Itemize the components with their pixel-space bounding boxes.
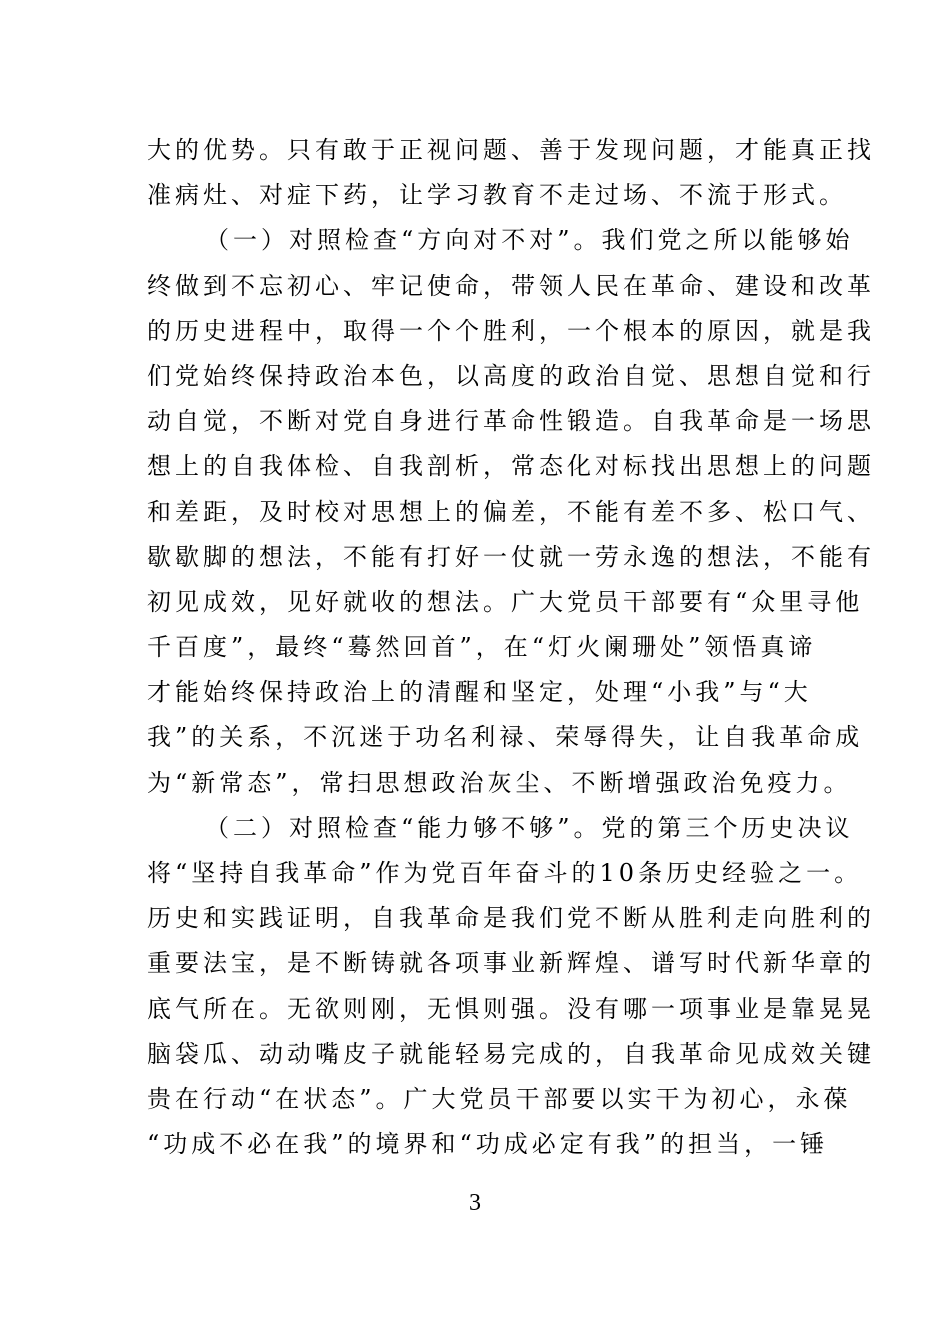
text-line: 歇歇脚的想法，不能有打好一仗就一劳永逸的想法，不能有 xyxy=(147,542,875,571)
text-line: 大的优势。只有敢于正视问题、善于发现问题，才能真正找 xyxy=(147,136,875,164)
body-text xyxy=(147,128,875,1167)
text-line: 脑袋瓜、动动嘴皮子就能轻易完成的，自我革命见成效关键 xyxy=(147,1039,875,1068)
text-line: 们党始终保持政治本色，以高度的政治自觉、思想自觉和行 xyxy=(147,361,875,390)
text-line: 想上的自我体检、自我剖析，常态化对标找出思想上的问题 xyxy=(147,452,875,481)
text-line: 为“新常态”，常扫思想政治灰尘、不断增强政治免疫力。 xyxy=(147,768,852,797)
section-heading-line: （一）对照检查“方向对不对”。我们党之所以能够始 xyxy=(205,226,854,255)
text-line: 终做到不忘初心、牢记使命，带领人民在革命、建设和改革 xyxy=(147,271,875,300)
text-line: 贵在行动“在状态”。广大党员干部要以实干为初心，永葆 xyxy=(147,1084,852,1113)
text-line: 我”的关系，不沉迷于功名利禄、荣辱得失，让自我革命成 xyxy=(147,723,864,752)
text-line: 准病灶、对症下药，让学习教育不走过场、不流于形式。 xyxy=(147,181,847,210)
page-number: 3 xyxy=(469,1190,481,1216)
text-line: “功成不必在我”的境界和“功成必定有我”的担当，一锤 xyxy=(147,1130,829,1159)
text-line: 将“坚持自我革命”作为党百年奋斗的10条历史经验之一。 xyxy=(147,859,863,887)
text-line: 千百度”，最终“蓦然回首”，在“灯火阑珊处”领悟真谛 xyxy=(147,633,817,662)
text-line: 历史和实践证明，自我革命是我们党不断从胜利走向胜利的 xyxy=(147,904,875,933)
text-line: 底气所在。无欲则刚，无惧则强。没有哪一项事业是靠晃晃 xyxy=(147,994,875,1023)
text-line: 的历史进程中，取得一个个胜利，一个根本的原因，就是我 xyxy=(147,316,875,345)
text-line: 和差距，及时校对思想上的偏差，不能有差不多、松口气、 xyxy=(147,497,875,526)
text-line: 才能始终保持政治上的清醒和坚定，处理“小我”与“大 xyxy=(147,678,812,707)
text-line: 动自觉，不断对党自身进行革命性锻造。自我革命是一场思 xyxy=(147,407,875,436)
section-heading-line: （二）对照检查“能力够不够”。党的第三个历史决议 xyxy=(205,813,854,842)
text-line: 重要法宝，是不断铸就各项事业新辉煌、谱写时代新华章的 xyxy=(147,949,875,978)
text-line: 初见成效，见好就收的想法。广大党员干部要有“众里寻他 xyxy=(147,587,864,616)
